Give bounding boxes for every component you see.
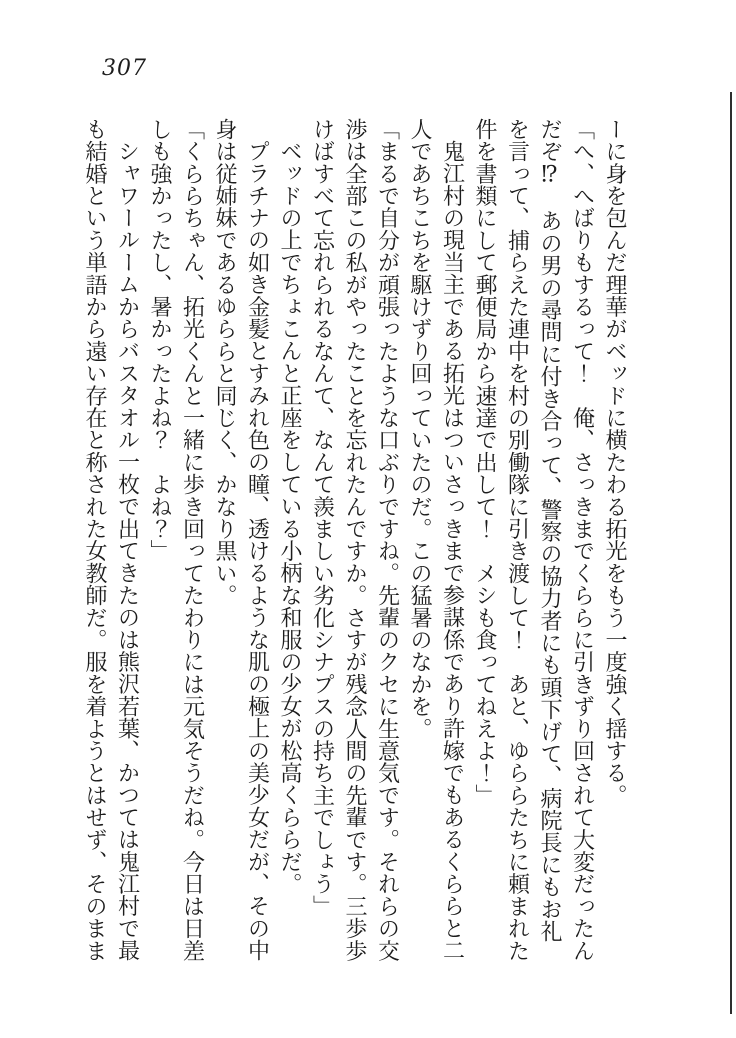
page-edge-line: [730, 92, 732, 1014]
paragraph: ベッドの上でちょこんと正座をしている小柄な和服の少女が松高くららだ。: [277, 140, 302, 895]
paragraph: 「くららちゃん、拓光くんと一緒に歩き回ってたわりには元気そうだね。今日は日差しも強かったし、暑かったよね？ よね？」: [147, 118, 205, 962]
paragraph: 鬼江村の現当主である拓光はついさっきまで参謀係であり許嫁でもあるくららと二人であちこちを駆けずり回っていたのだ。この猛暑のなかを。: [407, 118, 465, 962]
text-block: [74, 118, 630, 964]
paragraph: 「まるで自分が頑張ったような口ぶりですね。先輩のクセに生意気です。それらの交渉は全部この私がやったことを忘れたんですか。さすが残念人間の先輩です。三歩歩けばすべて忘れられるなんて、なんて羨ましい劣化シナプスの持ち主でしょう」: [309, 118, 400, 962]
paragraph: プラチナの如き金髪とすみれ色の瞳、透けるような肌の極上の美少女だが、その中身は従姉妹であるゆららと同じく、かなり黒い。: [212, 118, 270, 962]
page-number: 307: [102, 56, 147, 81]
paragraph: ーに身を包んだ理華がベッドに横たわる拓光をもう一度強く揺する。: [602, 118, 627, 807]
paragraph: 「へ、へばりもするって！ 俺、さっきまでくららに引きずり回されて大変だったんだぞ⁉ あの男の尋問に付き合って、警察の協力者にも頭下げて、病院長にもお礼を言って、捕らえた連中を村の別働隊に引き渡して！ あと、ゆららたちに頼まれた件を書類にして郵便局から速達で出して！ メシも食ってねえよ！」: [472, 118, 595, 962]
paragraph: シャワールームからバスタオル一枚で出てきたのは熊沢若葉、かつては鬼江村で最も結婚という単語から遠い存在と称された女教師だ。服を着ようとはせず、そのまま: [82, 118, 140, 962]
